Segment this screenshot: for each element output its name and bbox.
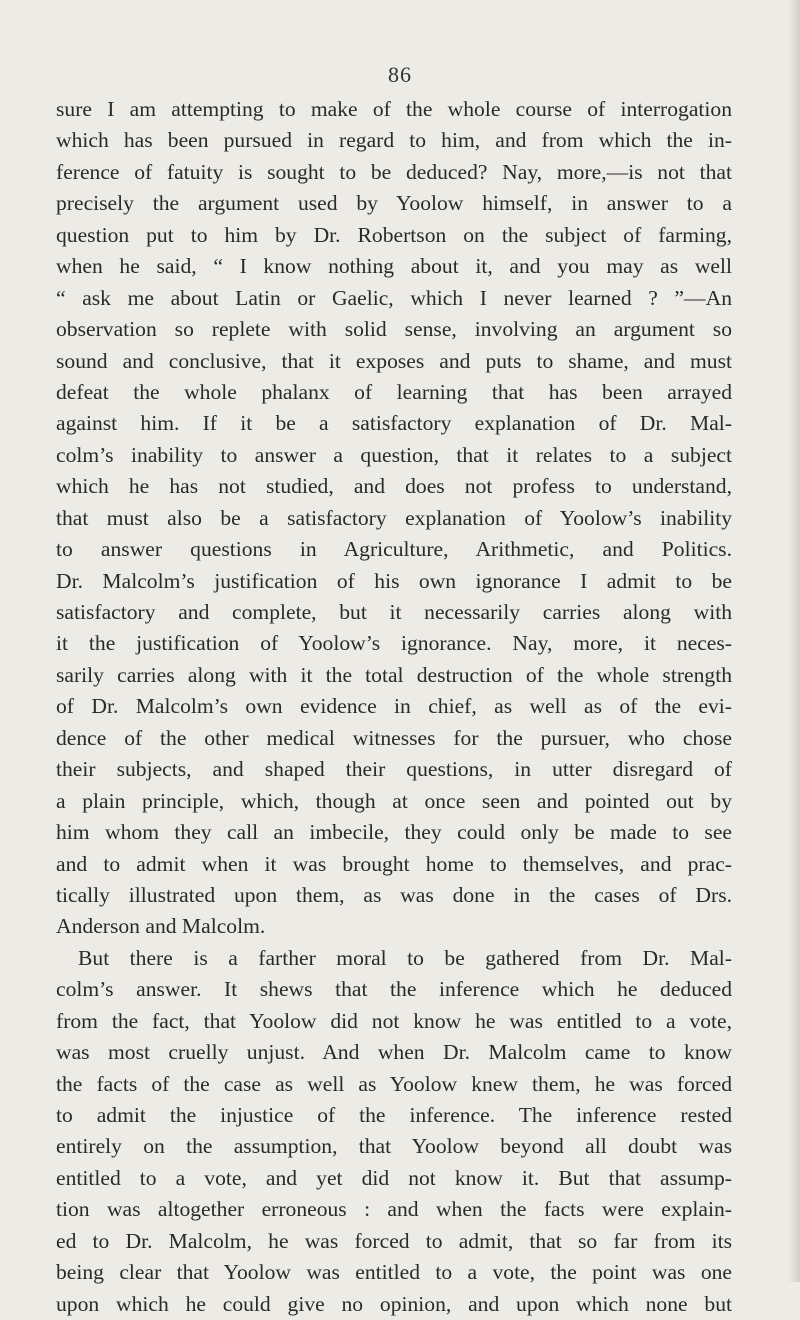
text-line: defeat the whole phalanx of learning that has been arrayed: [56, 379, 732, 404]
text-line: him whom they call an imbecile, they could only be made to see: [56, 820, 732, 845]
text-line: which he has not studied, and does not profess to understand,: [56, 474, 732, 499]
text-line: of Dr. Malcolm’s own evidence in chief, as well as of the evi-: [56, 694, 732, 719]
text-line: Anderson and Malcolm.: [56, 914, 266, 939]
text-line: Dr. Malcolm’s justification of his own ignorance I admit to be: [56, 568, 732, 593]
text-line: satisfactory and complete, but it necessarily carries along with: [56, 600, 732, 624]
body-text: [56, 94, 732, 1320]
text-line: to answer questions in Agriculture, Arithmetic, and Politics.: [56, 537, 732, 562]
page-edge-shadow: [788, 0, 800, 1282]
text-line: ference of fatuity is sought to be deduced? Nay, more,—is not that: [56, 159, 732, 184]
text-line: observation so replete with solid sense, involving an argument so: [56, 317, 732, 342]
text-line: being clear that Yoolow was entitled to a vote, the point was one: [56, 1260, 732, 1285]
text-line: colm’s inability to answer a question, that it relates to a subject: [56, 442, 732, 467]
text-line: colm’s answer. It shews that the inference which he deduced: [56, 977, 732, 1002]
text-line: the facts of the case as well as Yoolow knew them, he was forced: [56, 1071, 732, 1096]
text-line: precisely the argument used by Yoolow himself, in answer to a: [56, 191, 732, 216]
text-line: it the justification of Yoolow’s ignorance. Nay, more, it neces-: [56, 631, 732, 656]
text-line: which has been pursued in regard to him, and from which the in-: [56, 128, 732, 153]
text-line: tion was altogether erroneous : and when the facts were explain-: [56, 1197, 732, 1222]
text-line: against him. If it be a satisfactory explanation of Dr. Mal-: [56, 411, 732, 436]
text-line: entirely on the assumption, that Yoolow beyond all doubt was: [56, 1134, 732, 1159]
text-line: their subjects, and shaped their questions, in utter disregard of: [56, 757, 732, 782]
text-line: ed to Dr. Malcolm, he was forced to admit, that so far from its: [56, 1228, 732, 1253]
text-line: from the fact, that Yoolow did not know he was entitled to a vote,: [56, 1008, 732, 1033]
text-line: sure I am attempting to make of the whole course of interrogation: [56, 97, 732, 121]
text-line: sarily carries along with it the total destruction of the whole strength: [56, 662, 732, 687]
text-line: when he said, “ I know nothing about it, and you may as well: [56, 254, 732, 279]
text-line: and to admit when it was brought home to themselves, and prac-: [56, 851, 732, 876]
text-line: that must also be a satisfactory explanation of Yoolow’s inability: [56, 505, 732, 530]
text-line: sound and conclusive, that it exposes and puts to shame, and must: [56, 348, 732, 373]
text-line: upon which he could give no opinion, and upon which none but: [56, 1291, 732, 1316]
text-line: tically illustrated upon them, as was done in the cases of Drs.: [56, 882, 732, 907]
text-line: But there is a farther moral to be gathered from Dr. Mal-: [78, 945, 732, 970]
text-line: was most cruelly unjust. And when Dr. Malcolm came to know: [56, 1040, 732, 1065]
text-line: entitled to a vote, and yet did not know it. But that assump-: [56, 1165, 732, 1190]
text-line: “ ask me about Latin or Gaelic, which I never learned ? ”—An: [56, 285, 732, 310]
text-line: question put to him by Dr. Robertson on the subject of farming,: [56, 222, 732, 247]
text-line: a plain principle, which, though at once seen and pointed out by: [56, 788, 732, 813]
text-line: to admit the injustice of the inference. The inference rested: [56, 1103, 732, 1127]
page-number: 86: [388, 62, 412, 87]
text-line: dence of the other medical witnesses for the pursuer, who chose: [56, 725, 732, 750]
